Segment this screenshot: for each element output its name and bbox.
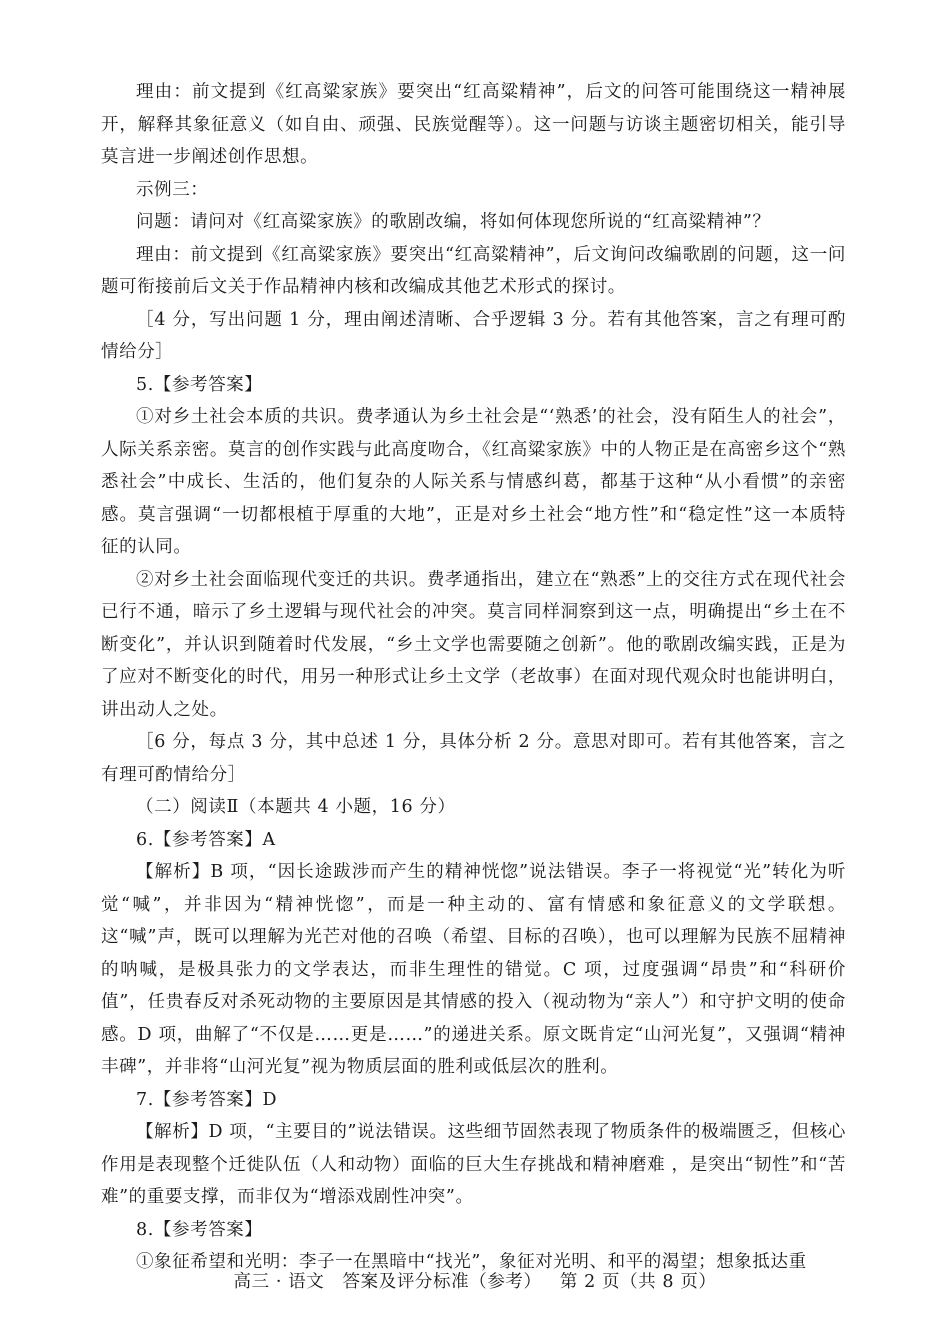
- page-footer: [0, 1268, 950, 1293]
- section-heading-reading-two: （二）阅读Ⅱ（本题共 4 小题，16 分）: [136, 797, 456, 817]
- paragraph-analysis-6: 【解析】B 项，“因长途跋涉而产生的精神恍惚”说法错误。李子一将视觉“光”转化为听觉“喊”，并非因为“精神恍惚”，而是一种主动的、富有情感和象征意义的文学联想。这“喊”声，既可以理解为光芒对他的召唤（希望、目标的召唤），也可以理解为民族不屈精神的呐喊，是极具张力的文学表达，而非生理性的错觉。C 项，过度强调“昂贵”和“科研价值”，任贵春反对杀死动物的主要原因是其情感的投入（视动物为“亲人”）和守护文明的使命感。D 项，曲解了“不仅是……更是……”的递进关系。原文既肯定“山河光复”，又强调“精神丰碑”，并非将“山河光复”视为物质层面的胜利或低层次的胜利。: [101, 862, 846, 1077]
- footer-subject: 高三 · 语文: [233, 1272, 325, 1292]
- footer-page-number: 第 2 页（共 8 页）: [559, 1272, 717, 1292]
- document-body: [101, 76, 846, 1279]
- paragraph-analysis-7: 【解析】D 项，“主要目的”说法错误。这些细节固然表现了物质条件的极端匮乏，但核心作用是表现整个迁徙队伍（人和动物）面临的巨大生存挑战和精神磨难 ，是突出“韧性”和“苦难”的重要支撑，而非仅为“增添戏剧性冲突”。: [101, 1122, 846, 1207]
- paragraph-question-example-three: 问题：请问对《红高粱家族》的歌剧改编，将如何体现您所说的“红高粱精神”？: [136, 212, 771, 232]
- paragraph-reason-example-three: 理由：前文提到《红高粱家族》要突出“红高粱精神”，后文询问改编歌剧的问题，这一问题可衔接前后文关于作品精神内核和改编成其他艺术形式的探讨。: [101, 244, 846, 297]
- paragraph-reason-example-two: 理由：前文提到《红高粱家族》要突出“红高粱精神”，后文的问答可能围绕这一精神展开，解释其象征意义（如自由、顽强、民族觉醒等）。这一问题与访谈主题密切相关，能引导莫言进一步阐述创作思想。: [101, 82, 846, 167]
- paragraph-answer-7-heading: 7.【参考答案】D: [136, 1089, 278, 1110]
- paragraph-answer-5-point-2: ②对乡土社会面临现代变迁的共识。费孝通指出，建立在“熟悉”上的交往方式在现代社会已行不通，暗示了乡土逻辑与现代社会的冲突。莫言同样洞察到这一点，明确提出“乡土在不断变化”，并认识到随着时代发展，“乡土文学也需要随之创新”。他的歌剧改编实践，正是为了应对不断变化的时代，用另一种形式让乡土文学（老故事）在面对现代观众时也能讲明白，讲出动人之处。: [101, 569, 846, 720]
- paragraph-scoring-q5: ［6 分，每点 3 分，其中总述 1 分，具体分析 2 分。意思对即可。若有其他答案，言之有理可酌情给分］: [101, 732, 846, 785]
- paragraph-example-three-heading: 示例三：: [136, 179, 209, 200]
- paragraph-scoring-q4: ［4 分，写出问题 1 分，理由阐述清晰、合乎逻辑 3 分。若有其他答案，言之有理可酌情给分］: [101, 309, 846, 362]
- footer-title: 答案及评分标准（参考）: [342, 1272, 542, 1292]
- paragraph-answer-8-point-1: ①象征希望和光明：李子一在黑暗中“找光”，象征对光明、和平的渴望；想象抵达重: [136, 1252, 807, 1272]
- paragraph-answer-5-heading: 5.【参考答案】: [136, 374, 263, 395]
- paragraph-answer-6-heading: 6.【参考答案】A: [136, 829, 276, 850]
- paragraph-answer-5-point-1: ①对乡土社会本质的共识。费孝通认为乡土社会是“‘熟悉’的社会，没有陌生人的社会”，人际关系亲密。莫言的创作实践与此高度吻合，《红高粱家族》中的人物正是在高密乡这个“熟悉社会”中成长、生活的，他们复杂的人际关系与情感纠葛，都基于这种“从小看惯”的亲密感。莫言强调“一切都根植于厚重的大地”，正是对乡土社会“地方性”和“稳定性”这一本质特征的认同。: [101, 407, 846, 557]
- paragraph-answer-8-heading: 8.【参考答案】: [136, 1219, 263, 1240]
